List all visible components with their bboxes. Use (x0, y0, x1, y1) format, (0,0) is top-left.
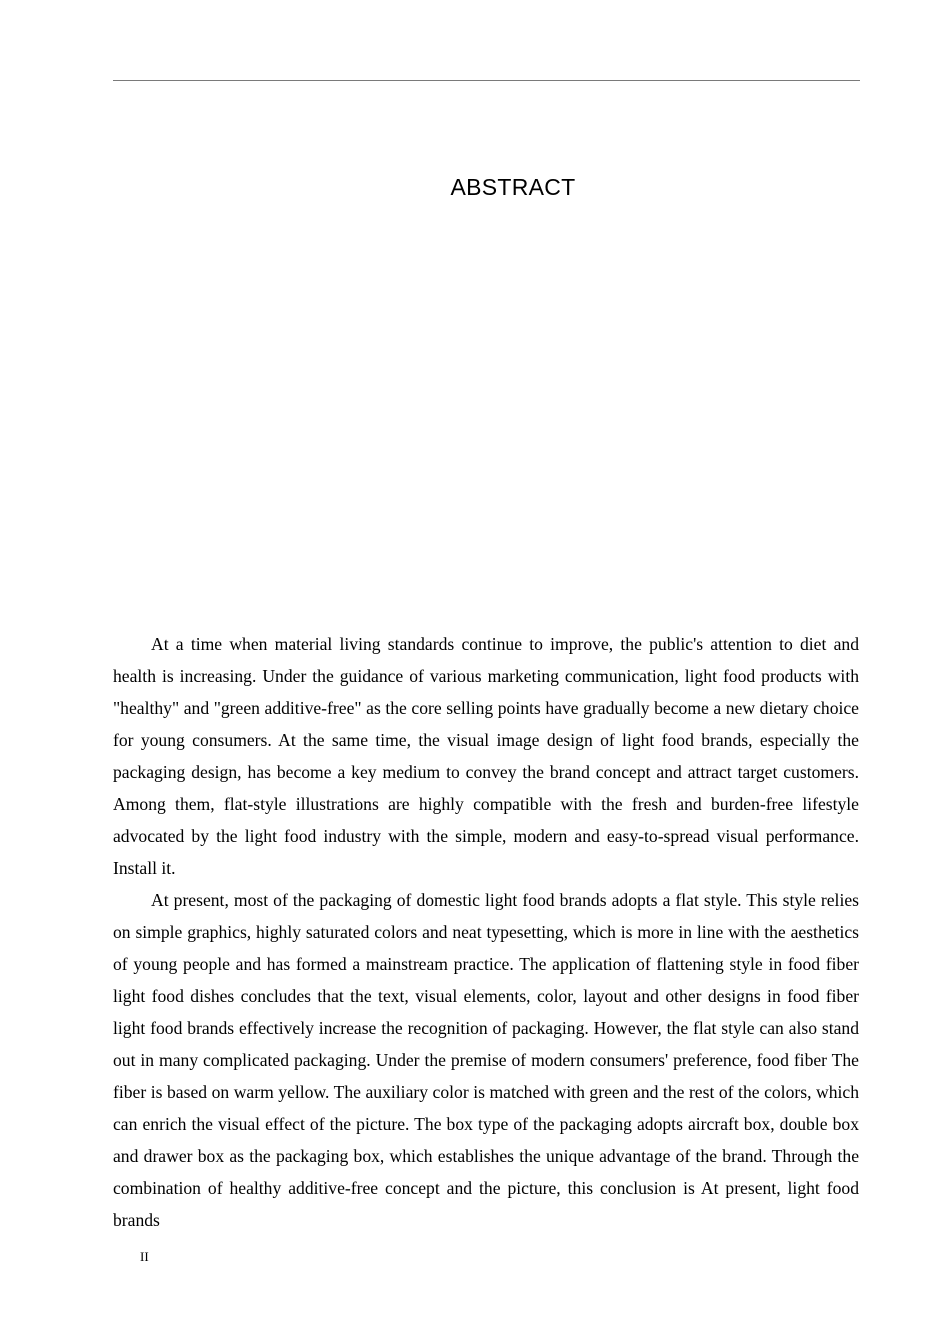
abstract-paragraph-1: At a time when material living standards continue to improve, the public's attention to diet and health is increasing. Under the guidance of various marketing communication, light food products with "healthy" and "green additive-free" as the core selling points have gradually become a new dietary choice for young consumers. At the same time, the visual image design of light food brands, especially the packaging design, has become a key medium to convey the brand concept and attract target customers. Among them, flat-style illustrations are highly compatible with the fresh and burden-free lifestyle advocated by the light food industry with the simple, modern and easy-to-spread visual performance. Install it. (113, 634, 859, 878)
page-number: II (140, 1249, 149, 1264)
abstract-body (113, 628, 859, 1236)
abstract-paragraph-2: At present, most of the packaging of domestic light food brands adopts a flat style. This style relies on simple graphics, highly saturated colors and neat typesetting, which is more in line with the aesthetics of young people and has formed a mainstream practice. The application of flattening style in food fiber light food dishes concludes that the text, visual elements, color, layout and other designs in food fiber light food brands effectively increase the recognition of packaging. However, the flat style can also stand out in many complicated packaging. Under the premise of modern consumers' preference, food fiber The fiber is based on warm yellow. The auxiliary color is matched with green and the rest of the colors, which can enrich the visual effect of the picture. The box type of the packaging adopts aircraft box, double box and drawer box as the packaging box, which establishes the unique advantage of the brand. Through the combination of healthy additive-free concept and the picture, this conclusion is At present, light food brands (113, 890, 859, 1230)
header-rule (113, 80, 860, 81)
abstract-title: ABSTRACT (450, 174, 576, 200)
